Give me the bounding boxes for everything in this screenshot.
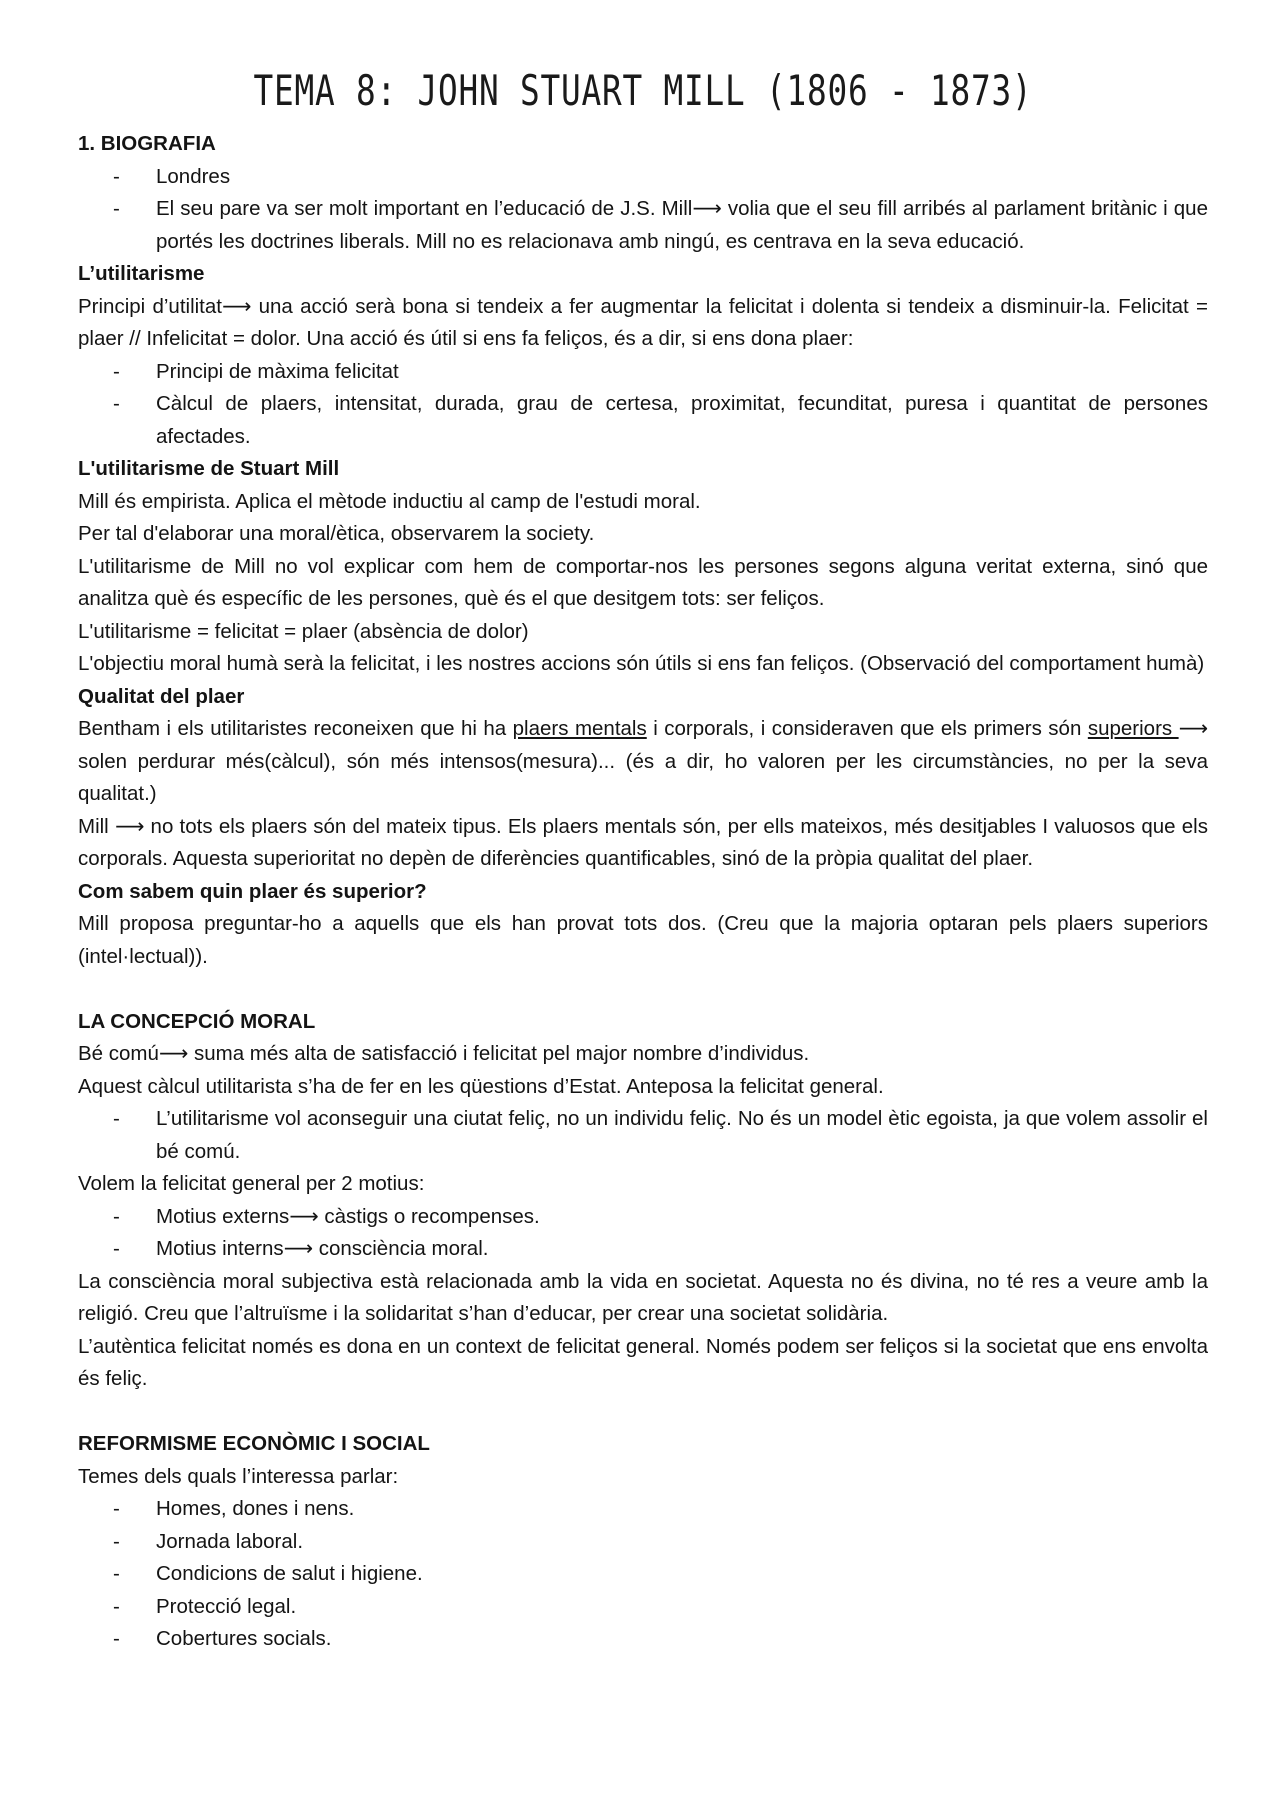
list-item: - Condicions de salut i higiene. [78,1558,1208,1591]
paragraph: Per tal d'elaborar una moral/ètica, observarem la society. [78,522,595,545]
paragraph: La consciència moral subjectiva està relacionada amb la vida en societat. Aquesta no és divina, no té res a veure amb la religió. Creu que l’altruïsme i la solidaritat s’han d’educar, per crear una societat solidària. [78,1269,1208,1325]
paragraph: L'utilitarisme de Mill no vol explicar com hem de comportar-nos les persones segons alguna veritat externa, sinó que analitza què és específic de les persones, què és el que desitgem tots: ser feliços. [78,554,1208,610]
spacer [78,973,1208,1006]
list-item: - Principi de màxima felicitat [78,356,1208,389]
list-item: - Londres [78,161,1208,194]
list-item: - El seu pare va ser molt important en l’educació de J.S. Mill⟶ volia que el seu fill arribés al parlament britànic i que portés les doctrines liberals. Mill no es relacionava amb ningú, es centrava en la seva educació. [78,193,1208,258]
moral-list-1 [78,1103,1208,1168]
paragraph: L'utilitarisme = felicitat = plaer (absència de dolor) [78,619,529,643]
list-item: - Protecció legal. [78,1591,1208,1624]
paragraph-bentham [78,713,1208,811]
paragraph: Temes dels quals l’interessa parlar: [78,1464,399,1488]
biografia-list [78,161,1208,259]
paragraph: Mill ⟶ no tots els plaers són del mateix tipus. Els plaers mentals són, per ells mateixos, més desitjables I valuosos que els corporals. Aquesta superioritat no depèn de diferències quantificables, sinó de la pròpia qualitat del plaer. [78,814,1208,870]
paragraph: Volem la felicitat general per 2 motius: [78,1172,425,1195]
list-item: - Cobertures socials. [78,1623,1208,1656]
underlined-term: superiors [1087,717,1179,740]
underlined-term: plaers mentals [512,717,647,740]
list-item: - Motius interns⟶ consciència moral. [78,1233,1208,1266]
heading-utilitarisme-mill: L'utilitarisme de Stuart Mill [78,457,340,480]
heading-utilitarisme: L’utilitarisme [78,262,205,285]
paragraph: Mill proposa preguntar-ho a aquells que els han provat tots dos. (Creu que la majoria optaran pels plaers superiors (intel·lectual)). [78,912,1208,968]
list-item: - Càlcul de plaers, intensitat, durada, grau de certesa, proximitat, fecunditat, puresa i quantitat de persones afectades. [78,388,1208,453]
text-run: i corporals, i consideraven que els primers són [646,717,1088,740]
utilitarisme-list [78,356,1208,454]
heading-qualitat-plaer: Qualitat del plaer [78,684,245,708]
spacer [78,1396,1208,1429]
list-item: - Jornada laboral. [78,1526,1208,1559]
list-item: - Homes, dones i nens. [78,1493,1208,1526]
text-run: ⟶ solen perdurar més(càlcul), són més intensos(mesura)... (és a dir, ho valoren per les circumstàncies, no per la seva qualitat.) [78,717,1208,805]
heading-concepcio-moral: LA CONCEPCIÓ MORAL [78,1009,316,1033]
text-run: Bentham i els utilitaristes reconeixen que hi ha [78,717,513,740]
heading-com-sabem: Com sabem quin plaer és superior? [78,879,427,903]
list-item: - Motius externs⟶ càstigs o recompenses. [78,1201,1208,1234]
paragraph: Bé comú⟶ suma més alta de satisfacció i felicitat pel major nombre d’individus. [78,1042,810,1065]
paragraph: L'objectiu moral humà serà la felicitat, i les nostres accions són útils si ens fan feliços. (Observació del comportament humà) [78,652,1205,675]
paragraph: Aquest càlcul utilitarista s’ha de fer en les qüestions d’Estat. Anteposa la felicitat general. [78,1074,884,1098]
paragraph: L’autèntica felicitat només es dona en un context de felicitat general. Només podem ser feliços si la societat que ens envolta és feliç. [78,1334,1208,1390]
paragraph: Principi d’utilitat⟶ una acció serà bona si tendeix a fer augmentar la felicitat i dolenta si tendeix a disminuir-la. Felicitat = plaer // Infelicitat = dolor. Una acció és útil si ens fa feliços, és a dir, si ens dona plaer: [78,294,1208,350]
heading-reformisme: REFORMISME ECONÒMIC I SOCIAL [78,1432,430,1455]
page-title: TEMA 8: JOHN STUART MILL (1806 - 1873) [253,66,1033,115]
list-item: - L’utilitarisme vol aconseguir una ciutat feliç, no un individu feliç. No és un model ètic egoista, ja que volem assolir el bé comú. [78,1103,1208,1168]
reformisme-list [78,1493,1208,1656]
heading-biografia: 1. BIOGRAFIA [78,132,216,155]
paragraph: Mill és empirista. Aplica el mètode inductiu al camp de l'estudi moral. [78,489,701,513]
moral-list-2 [78,1201,1208,1266]
